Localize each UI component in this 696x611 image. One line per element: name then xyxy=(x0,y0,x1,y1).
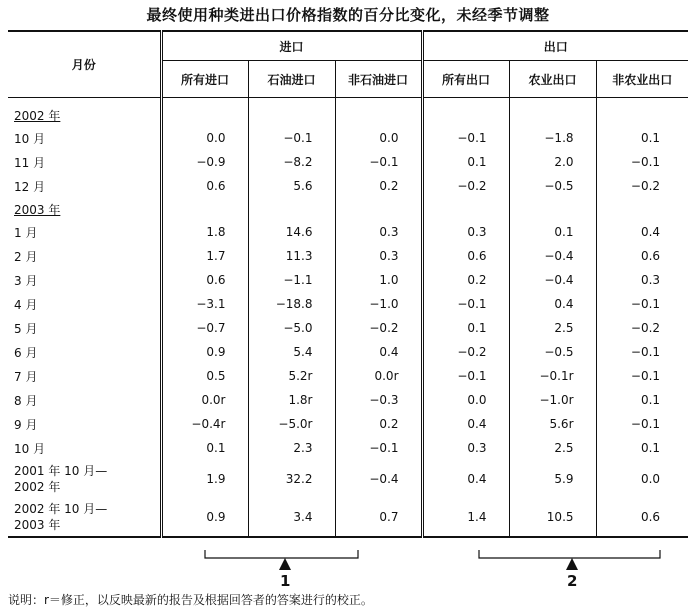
value-cell: 0.3 xyxy=(640,273,661,287)
value-cell: −0.4r xyxy=(161,412,248,436)
value-cell: −0.2 xyxy=(422,340,509,364)
value-cell: −8.2 xyxy=(248,150,335,174)
value-cell xyxy=(161,198,248,220)
value-cell: −0.1 xyxy=(630,155,661,169)
value-cell: 0.9 xyxy=(161,340,248,364)
value-cell xyxy=(509,198,596,220)
row-label: 2002 年 10 月— 2003 年 xyxy=(8,498,161,537)
value-cell: 0.0 xyxy=(640,472,661,486)
value-cell: −0.5 xyxy=(509,174,596,198)
value-cell: −0.5 xyxy=(509,340,596,364)
row-label: 11 月 xyxy=(8,150,161,174)
value-cell: 0.1 xyxy=(422,316,509,340)
year-row xyxy=(8,198,688,220)
value-cell: 0.3 xyxy=(335,220,422,244)
row-label: 4 月 xyxy=(8,292,161,316)
value-cell: −3.1 xyxy=(161,292,248,316)
annotation-label-1: 1 xyxy=(280,572,291,590)
value-cell: 0.5 xyxy=(161,364,248,388)
value-cell: −0.2 xyxy=(630,179,661,193)
table-row xyxy=(8,220,688,244)
value-cell: 0.4 xyxy=(509,292,596,316)
value-cell xyxy=(248,198,335,220)
row-label: 6 月 xyxy=(8,340,161,364)
table-row xyxy=(8,126,688,150)
value-cell: −0.4 xyxy=(335,460,422,498)
value-cell: 0.4 xyxy=(335,340,422,364)
bracket-2 xyxy=(479,550,660,558)
value-cell: 0.0r xyxy=(161,388,248,412)
row-label: 5 月 xyxy=(8,316,161,340)
value-cell: 3.4 xyxy=(248,498,335,537)
value-cell: −0.1 xyxy=(422,292,509,316)
table-row xyxy=(8,498,688,537)
value-cell xyxy=(161,98,248,127)
value-cell: −1.0 xyxy=(335,292,422,316)
table-row xyxy=(8,268,688,292)
col-header-petroleum-imports: 石油进口 xyxy=(248,61,335,98)
value-cell: −0.7 xyxy=(161,316,248,340)
value-cell: 5.6 xyxy=(248,174,335,198)
arrow-2-icon xyxy=(566,558,578,570)
value-cell: 5.6r xyxy=(509,412,596,436)
table-title: 最终使用种类进出口价格指数的百分比变化，未经季节调整 xyxy=(146,6,550,24)
value-cell: 0.6 xyxy=(161,174,248,198)
value-cell: −0.2 xyxy=(630,321,661,335)
row-label: 2 月 xyxy=(8,244,161,268)
table-row xyxy=(8,150,688,174)
value-cell xyxy=(596,198,688,220)
value-cell: 1.4 xyxy=(422,498,509,537)
row-label: 3 月 xyxy=(8,268,161,292)
value-cell: 5.4 xyxy=(248,340,335,364)
value-cell xyxy=(335,98,422,127)
value-cell xyxy=(422,98,509,127)
value-cell: 1.9 xyxy=(161,460,248,498)
annotation-brackets xyxy=(0,548,696,590)
table-row xyxy=(8,316,688,340)
value-cell: 0.0r xyxy=(335,364,422,388)
row-label: 2001 年 10 月— 2002 年 xyxy=(8,460,161,498)
value-cell: 0.2 xyxy=(422,268,509,292)
value-cell: 0.2 xyxy=(335,412,422,436)
value-cell: −5.0 xyxy=(248,316,335,340)
table-row xyxy=(8,436,688,460)
value-cell: −0.1 xyxy=(335,436,422,460)
value-cell: 2.0 xyxy=(509,150,596,174)
value-cell: −5.0r xyxy=(248,412,335,436)
value-cell: −1.0r xyxy=(509,388,596,412)
value-cell: 0.3 xyxy=(335,244,422,268)
value-cell: 0.1 xyxy=(509,220,596,244)
table-row xyxy=(8,340,688,364)
price-index-table xyxy=(8,30,688,538)
value-cell: 2.5 xyxy=(509,316,596,340)
value-cell: −0.4 xyxy=(509,268,596,292)
value-cell: 0.6 xyxy=(640,249,661,263)
row-label: 10 月 xyxy=(8,436,161,460)
col-header-nonpetroleum-imports: 非石油进口 xyxy=(335,61,422,98)
table-row xyxy=(8,174,688,198)
value-cell: 5.2r xyxy=(248,364,335,388)
value-cell: −18.8 xyxy=(248,292,335,316)
col-header-nonagricultural-exports: 非农业出口 xyxy=(596,61,688,98)
value-cell: −0.1 xyxy=(630,297,661,311)
value-cell: 0.1 xyxy=(161,436,248,460)
value-cell: −0.1 xyxy=(422,364,509,388)
footnote: 说明：r＝修正，以反映最新的报告及根据回答者的答案进行的校正。 xyxy=(8,593,373,607)
value-cell: −0.1 xyxy=(422,126,509,150)
value-cell: 0.1 xyxy=(640,393,661,407)
arrow-1-icon xyxy=(279,558,291,570)
table-row xyxy=(8,412,688,436)
table-row xyxy=(8,244,688,268)
value-cell: −0.9 xyxy=(161,150,248,174)
value-cell xyxy=(335,198,422,220)
value-cell: 1.8 xyxy=(161,220,248,244)
month-header: 月份 xyxy=(8,31,161,98)
value-cell: 0.4 xyxy=(422,412,509,436)
row-label: 9 月 xyxy=(8,412,161,436)
row-label: 2003 年 xyxy=(8,198,161,220)
row-label: 1 月 xyxy=(8,220,161,244)
year-row xyxy=(8,98,688,127)
bracket-1 xyxy=(205,550,358,558)
value-cell: 0.1 xyxy=(640,131,661,145)
value-cell: 14.6 xyxy=(248,220,335,244)
row-label: 12 月 xyxy=(8,174,161,198)
value-cell: 0.1 xyxy=(422,150,509,174)
table-body xyxy=(8,98,688,538)
row-label: 8 月 xyxy=(8,388,161,412)
value-cell: 0.6 xyxy=(596,498,688,537)
row-label: 10 月 xyxy=(8,126,161,150)
value-cell: 2.5 xyxy=(509,436,596,460)
value-cell: −1.8 xyxy=(509,126,596,150)
value-cell: −0.1 xyxy=(630,369,661,383)
value-cell xyxy=(596,98,688,127)
value-cell: 0.9 xyxy=(161,498,248,537)
value-cell: −0.1 xyxy=(630,345,661,359)
value-cell: 0.0 xyxy=(161,126,248,150)
value-cell: −1.1 xyxy=(248,268,335,292)
value-cell: 32.2 xyxy=(248,460,335,498)
exports-group-header: 出口 xyxy=(422,31,688,61)
value-cell: −0.2 xyxy=(422,174,509,198)
value-cell: 0.4 xyxy=(422,460,509,498)
value-cell: −0.1 xyxy=(630,417,661,431)
value-cell xyxy=(248,98,335,127)
value-cell: 0.3 xyxy=(422,436,509,460)
value-cell: −0.1r xyxy=(509,364,596,388)
value-cell: 1.0 xyxy=(335,268,422,292)
value-cell: −0.1 xyxy=(248,126,335,150)
table-row xyxy=(8,364,688,388)
annotation-label-2: 2 xyxy=(567,572,578,590)
table-row xyxy=(8,460,688,498)
row-label: 2002 年 xyxy=(8,98,161,127)
value-cell: 0.3 xyxy=(422,220,509,244)
value-cell: −0.3 xyxy=(335,388,422,412)
col-header-all-exports: 所有出口 xyxy=(422,61,509,98)
value-cell: 0.1 xyxy=(640,441,661,455)
value-cell: 0.4 xyxy=(640,225,661,239)
value-cell: 10.5 xyxy=(509,498,596,537)
value-cell: 1.7 xyxy=(161,244,248,268)
value-cell: 11.3 xyxy=(248,244,335,268)
table-row xyxy=(8,388,688,412)
value-cell: 0.7 xyxy=(335,498,422,537)
value-cell: −0.2 xyxy=(335,316,422,340)
value-cell: 2.3 xyxy=(248,436,335,460)
table-row xyxy=(8,292,688,316)
value-cell: 0.6 xyxy=(422,244,509,268)
row-label: 7 月 xyxy=(8,364,161,388)
value-cell: 5.9 xyxy=(509,460,596,498)
value-cell: 0.0 xyxy=(335,126,422,150)
value-cell xyxy=(422,198,509,220)
col-header-all-imports: 所有进口 xyxy=(161,61,248,98)
value-cell: 0.2 xyxy=(335,174,422,198)
imports-group-header: 进口 xyxy=(161,31,422,61)
value-cell xyxy=(509,98,596,127)
value-cell: −0.1 xyxy=(335,150,422,174)
value-cell: 1.8r xyxy=(248,388,335,412)
value-cell: 0.6 xyxy=(161,268,248,292)
value-cell: 0.0 xyxy=(422,388,509,412)
value-cell: −0.4 xyxy=(509,244,596,268)
col-header-agricultural-exports: 农业出口 xyxy=(509,61,596,98)
